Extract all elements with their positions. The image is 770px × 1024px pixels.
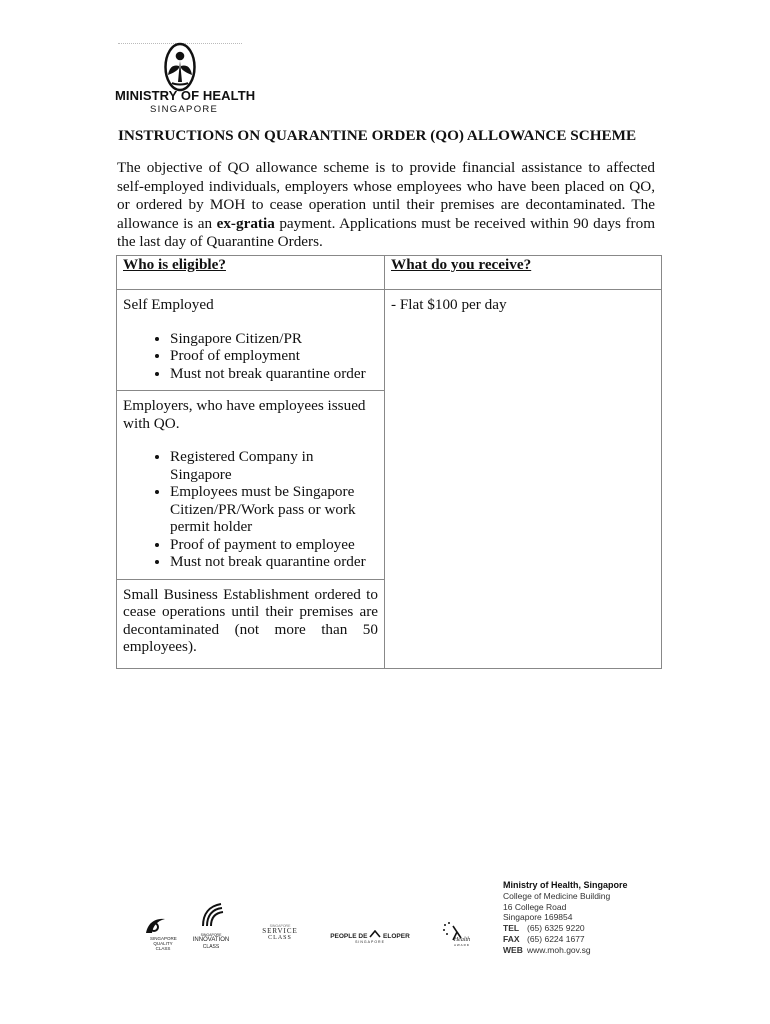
org-name: MINISTRY OF HEALTH	[115, 88, 256, 103]
list-item: • Must not break quarantine order	[170, 553, 378, 571]
category-employers: Employers, who have employees issued with QO. • Registered Company in Singapore • Employees must be Singapore Citizen/PR/Work pass or work permit holder • Proof of payment to employee • Must not break quarantine order	[117, 391, 385, 580]
ex-gratia-term: ex-gratia	[216, 214, 275, 232]
intro-paragraph: The objective of QO allowance scheme is to provide financial assistance to affected self-employed individuals, employers whose employees who have been placed on QO, or ordered by MOH to cease operation until their premises are decontaminated. The allowance is an ex-gratia payment. Applications must be received within 90 days from the last day of Quarantine Orders.	[117, 159, 656, 251]
service-class-badge: SINGAPORE SERVICE CLASS	[262, 924, 298, 941]
list-item: • Proof of payment to employee	[170, 536, 378, 554]
org-country: SINGAPORE	[150, 104, 219, 115]
list-item: • Singapore Citizen/PR	[170, 330, 378, 348]
header-what-receive: What do you receive?	[385, 256, 662, 290]
receive-amount: - Flat $100 per day	[385, 290, 662, 669]
moh-crest-icon	[163, 42, 197, 92]
people-developer-icon	[369, 930, 381, 938]
list-item: • Registered Company in Singapore	[170, 448, 378, 483]
quality-class-badge: SINGAPORE QUALITY CLASS	[136, 915, 176, 951]
list-item: • Employees must be Singapore Citizen/PR/Work pass or work permit holder	[170, 483, 378, 536]
quality-class-icon	[143, 915, 169, 937]
eligibility-table	[116, 255, 662, 669]
header-who-eligible: Who is eligible?	[117, 256, 385, 290]
category-self-employed: Self Employed • Singapore Citizen/PR • Proof of employment • Must not break quarantine order	[117, 290, 385, 391]
criteria-list	[123, 448, 378, 571]
health-award-badge: Health AWARD	[432, 920, 476, 947]
innovation-class-icon	[197, 902, 225, 928]
footer-address: Ministry of Health, Singapore College of Medicine Building 16 College Road Singapore 169854 TEL (65) 6325 9220 FAX (65) 6224 1677 WEB www.moh.gov.sg	[503, 880, 628, 955]
category-small-business: Small Business Establishment ordered to cease operations until their premises are decontaminated (not more than 50 employees).	[117, 579, 385, 668]
innovation-class-badge: SINGAPORE INNOVATION CLASS	[188, 902, 234, 950]
list-item: • Proof of employment	[170, 347, 378, 365]
list-item: • Must not break quarantine order	[170, 365, 378, 383]
table-row	[117, 290, 662, 391]
criteria-list	[123, 330, 378, 383]
page-title: INSTRUCTIONS ON QUARANTINE ORDER (QO) ALLOWANCE SCHEME	[118, 127, 637, 144]
table-header-row	[117, 256, 662, 290]
people-developer-badge: PEOPLE DE ELOPER SINGAPORE	[328, 930, 412, 944]
